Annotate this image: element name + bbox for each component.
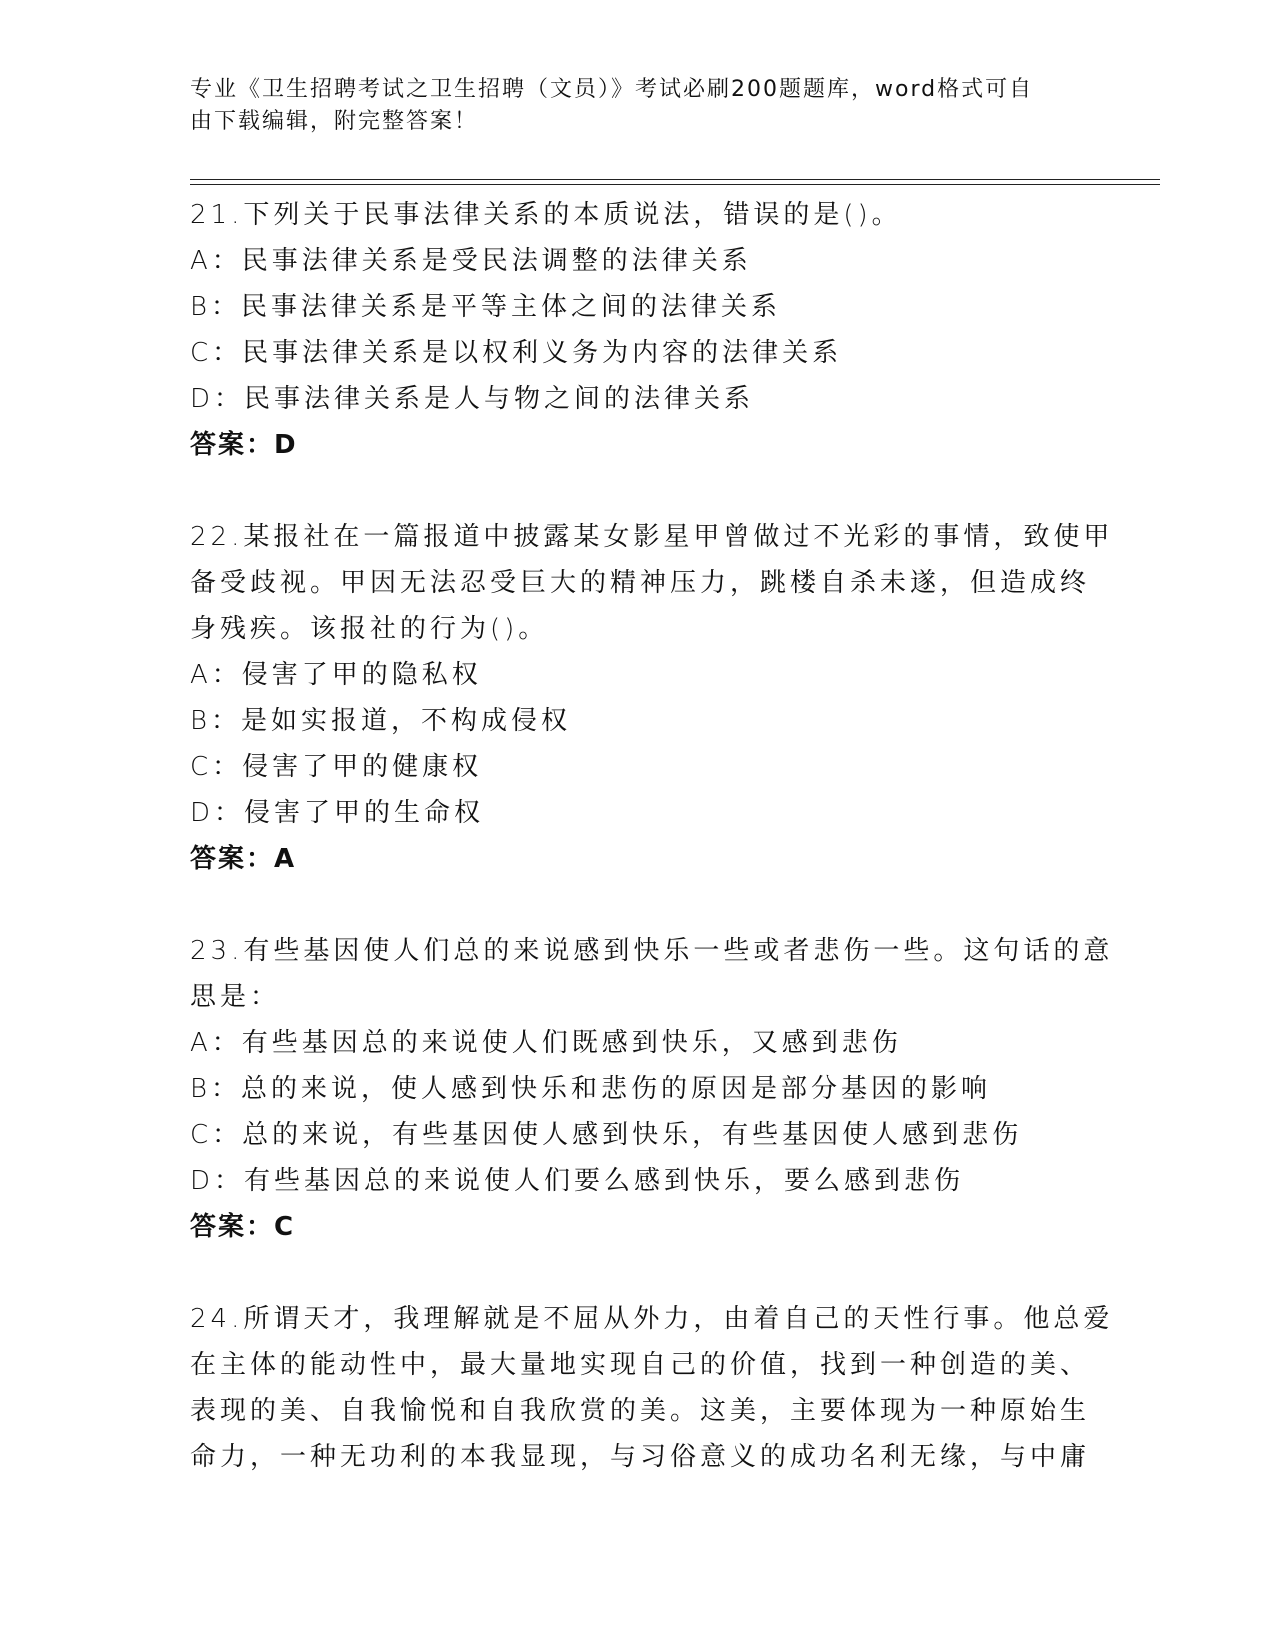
question-stem: 命力，一种无功利的本我显现，与习俗意义的成功名利无缘，与中庸: [190, 1442, 1091, 1472]
question-stem: 身残疾。该报社的行为()。: [190, 614, 549, 644]
option-d: D：有些基因总的来说使人们要么感到快乐，要么感到悲伤: [190, 1166, 965, 1196]
option-d: D：侵害了甲的生命权: [190, 798, 485, 828]
header-line-1: 专业《卫生招聘考试之卫生招聘（文员）》考试必刷200题题库，word格式可自: [190, 77, 1034, 102]
option-c: C：民事法律关系是以权利义务为内容的法律关系: [190, 338, 843, 368]
option-b: B：民事法律关系是平等主体之间的法律关系: [190, 292, 782, 322]
option-c: C：侵害了甲的健康权: [190, 752, 483, 782]
question-stem: 24.所谓天才，我理解就是不屈从外力，由着自己的天性行事。他总爱: [190, 1304, 1114, 1334]
answer-label: 答案：C: [190, 1212, 296, 1242]
question-stem: 22.某报社在一篇报道中披露某女影星甲曾做过不光彩的事情，致使甲: [190, 522, 1114, 552]
question-stem: 在主体的能动性中，最大量地实现自己的价值，找到一种创造的美、: [190, 1350, 1091, 1380]
option-d: D：民事法律关系是人与物之间的法律关系: [190, 384, 755, 414]
question-stem: 23.有些基因使人们总的来说感到快乐一些或者悲伤一些。这句话的意: [190, 936, 1114, 966]
option-b: B：是如实报道，不构成侵权: [190, 706, 572, 736]
document-header: [190, 74, 1070, 138]
question-stem: 表现的美、自我愉悦和自我欣赏的美。这美，主要体现为一种原始生: [190, 1396, 1091, 1426]
question-list: [190, 192, 1114, 1480]
option-b: B：总的来说，使人感到快乐和悲伤的原因是部分基因的影响: [190, 1074, 992, 1104]
answer-label: 答案：A: [190, 844, 297, 874]
answer-label: 答案：D: [190, 430, 298, 460]
option-c: C：总的来说，有些基因使人感到快乐，有些基因使人感到悲伤: [190, 1120, 1023, 1150]
question-stem: 备受歧视。甲因无法忍受巨大的精神压力，跳楼自杀未遂，但造成终: [190, 568, 1091, 598]
option-a: A：有些基因总的来说使人们既感到快乐，又感到悲伤: [190, 1028, 902, 1058]
question-24: [190, 1296, 1114, 1480]
question-22: [190, 514, 1114, 882]
option-a: A：民事法律关系是受民法调整的法律关系: [190, 246, 752, 276]
spacer: [190, 882, 1090, 928]
question-21: [190, 192, 1090, 468]
question-23: [190, 928, 1114, 1250]
spacer: [190, 1250, 1090, 1296]
option-a: A：侵害了甲的隐私权: [190, 660, 482, 690]
question-stem: 21.下列关于民事法律关系的本质说法，错误的是()。: [190, 200, 902, 230]
header-divider-top: [190, 179, 1160, 180]
spacer: [190, 468, 1090, 514]
question-stem: 思是：: [190, 982, 281, 1012]
header-line-2: 由下载编辑，附完整答案！: [190, 109, 479, 134]
header-divider-bottom: [190, 184, 1160, 185]
